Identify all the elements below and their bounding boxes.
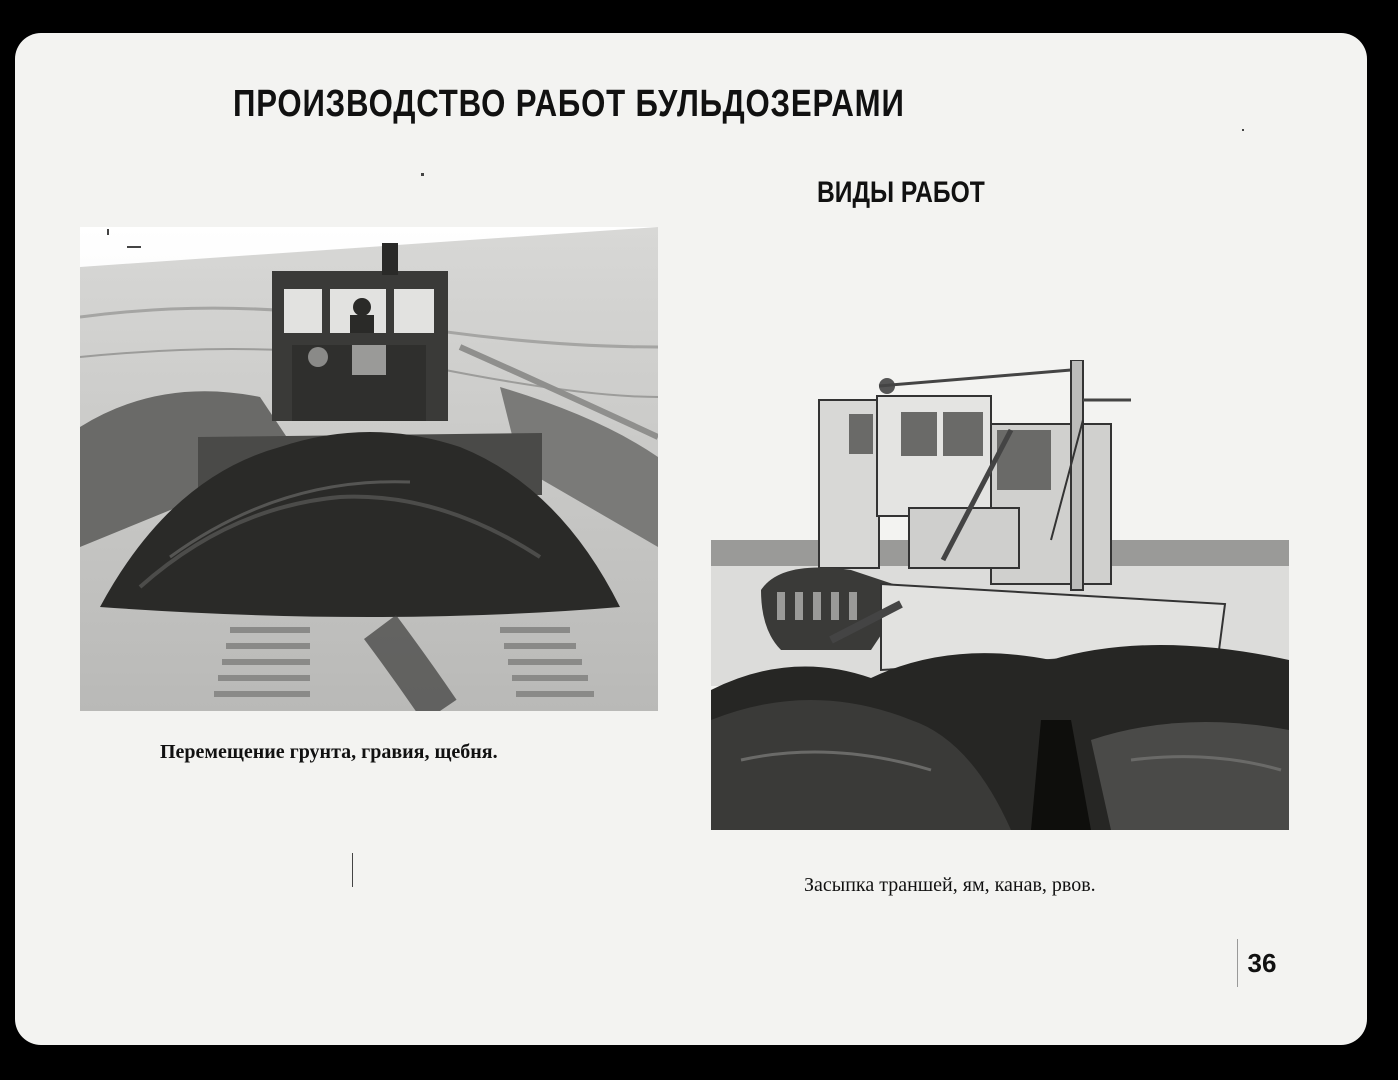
trench-backfill-photo xyxy=(711,360,1289,830)
film-speck xyxy=(1242,129,1244,131)
bulldozer-side-illustration xyxy=(711,360,1289,830)
film-speck xyxy=(107,229,109,235)
photo-caption-left: Перемещение грунта, гравия, щебня. xyxy=(160,741,498,763)
photo-caption-right: Засыпка траншей, ям, канав, рвов. xyxy=(804,874,1096,896)
film-speck xyxy=(127,246,141,248)
film-speck xyxy=(352,853,353,887)
slide-subtitle: ВИДЫ РАБОТ xyxy=(817,176,985,209)
page-number: 36 xyxy=(1237,939,1286,987)
bulldozer-front-illustration xyxy=(80,227,658,711)
film-speck xyxy=(421,173,424,176)
bulldozer-moving-soil-photo xyxy=(80,227,658,711)
slide-title: ПРОИЗВОДСТВО РАБОТ БУЛЬДОЗЕРАМИ xyxy=(233,83,905,125)
slide-card xyxy=(15,33,1367,1045)
